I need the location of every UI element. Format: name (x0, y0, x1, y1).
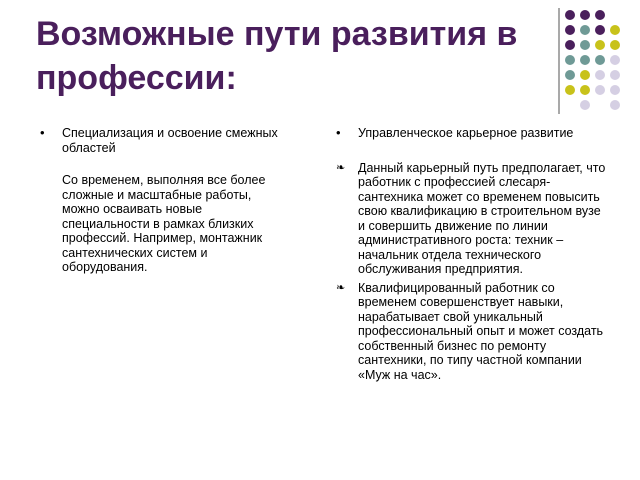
dot (565, 55, 575, 65)
dot (580, 10, 590, 20)
dot (580, 70, 590, 80)
sub-bullet-marker: ❧ (336, 281, 346, 294)
bullet-marker: • (336, 125, 341, 140)
dot (580, 40, 590, 50)
slide-title: Возможные пути развития в профессии: (36, 15, 518, 97)
dot (580, 25, 590, 35)
bullet-specialization (40, 126, 290, 155)
sub-bullet-text: Квалифицированный работник со временем совершенствует навыки, нарабатывает свой уникальный профессиональный опыт и может создать собственный бизнес по ремонту сантехники, по типу частной компании «Муж на час». (358, 280, 604, 382)
dot (595, 40, 605, 50)
dot (610, 25, 620, 35)
bullet-text: Управленческое карьерное развитие (358, 126, 574, 140)
dot (610, 55, 620, 65)
sub-bullet-text: Данный карьерный путь предполагает, что работник с профессией слесаря-сантехника может со временем повысить свою квалификацию в строительном вузе и совершить движение по линии административного роста: техник – начальник отдела технического обслуживания предприятия. (358, 160, 606, 276)
dot (565, 70, 575, 80)
dot (565, 25, 575, 35)
dot (565, 40, 575, 50)
dot (610, 100, 620, 110)
sub-bullet-marker: ❧ (336, 161, 346, 174)
bullet-text: Специализация и освоение смежных областей (62, 126, 278, 155)
right-column (336, 126, 606, 382)
dot (595, 70, 605, 80)
divider-line (558, 8, 560, 114)
dot (580, 85, 590, 95)
sub-bullet-own-business (336, 281, 606, 383)
dot (580, 55, 590, 65)
dot (565, 85, 575, 95)
dot (610, 40, 620, 50)
dot (580, 100, 590, 110)
dot (595, 55, 605, 65)
specialization-description: Со временем, выполняя все более сложные и масштабные работы, можно осваивать новые специальности в рамках близких профессий. Например, монтажник сантехнических систем и оборудования. (62, 173, 266, 274)
dot (565, 10, 575, 20)
bullet-marker: • (40, 125, 45, 140)
sub-bullet-administrative-growth (336, 161, 606, 277)
bullet-management-career (336, 126, 606, 141)
dot (595, 10, 605, 20)
left-column (40, 126, 290, 275)
dot (595, 25, 605, 35)
dot (610, 85, 620, 95)
dot (595, 85, 605, 95)
dot (610, 70, 620, 80)
